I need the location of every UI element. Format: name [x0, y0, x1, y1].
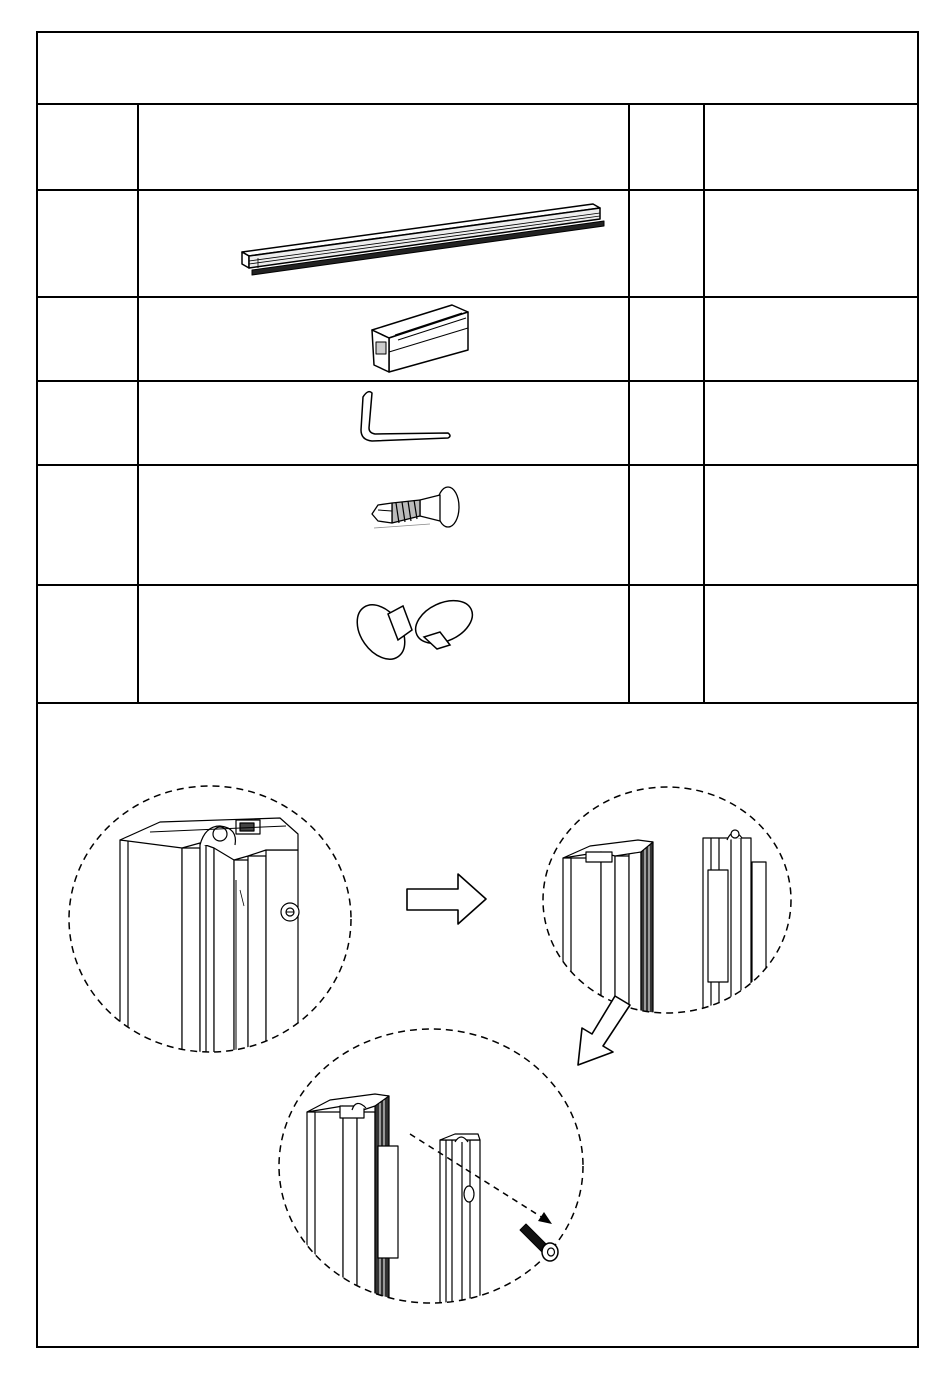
next-step-arrow-icon	[578, 996, 630, 1065]
profile-detail-with-screw-icon	[69, 786, 351, 1070]
next-step-arrow-icon	[407, 874, 486, 924]
aluminum-rail-profile-icon	[242, 204, 604, 275]
insert-bolt-fastening-icon	[279, 1029, 583, 1312]
profile-separated-from-insert-icon	[543, 787, 791, 1028]
hex-key-icon	[361, 392, 450, 441]
countersunk-self-drilling-screw-icon	[372, 487, 459, 528]
cap-plug-pair-icon	[347, 592, 479, 668]
connector-block-icon	[372, 305, 468, 372]
